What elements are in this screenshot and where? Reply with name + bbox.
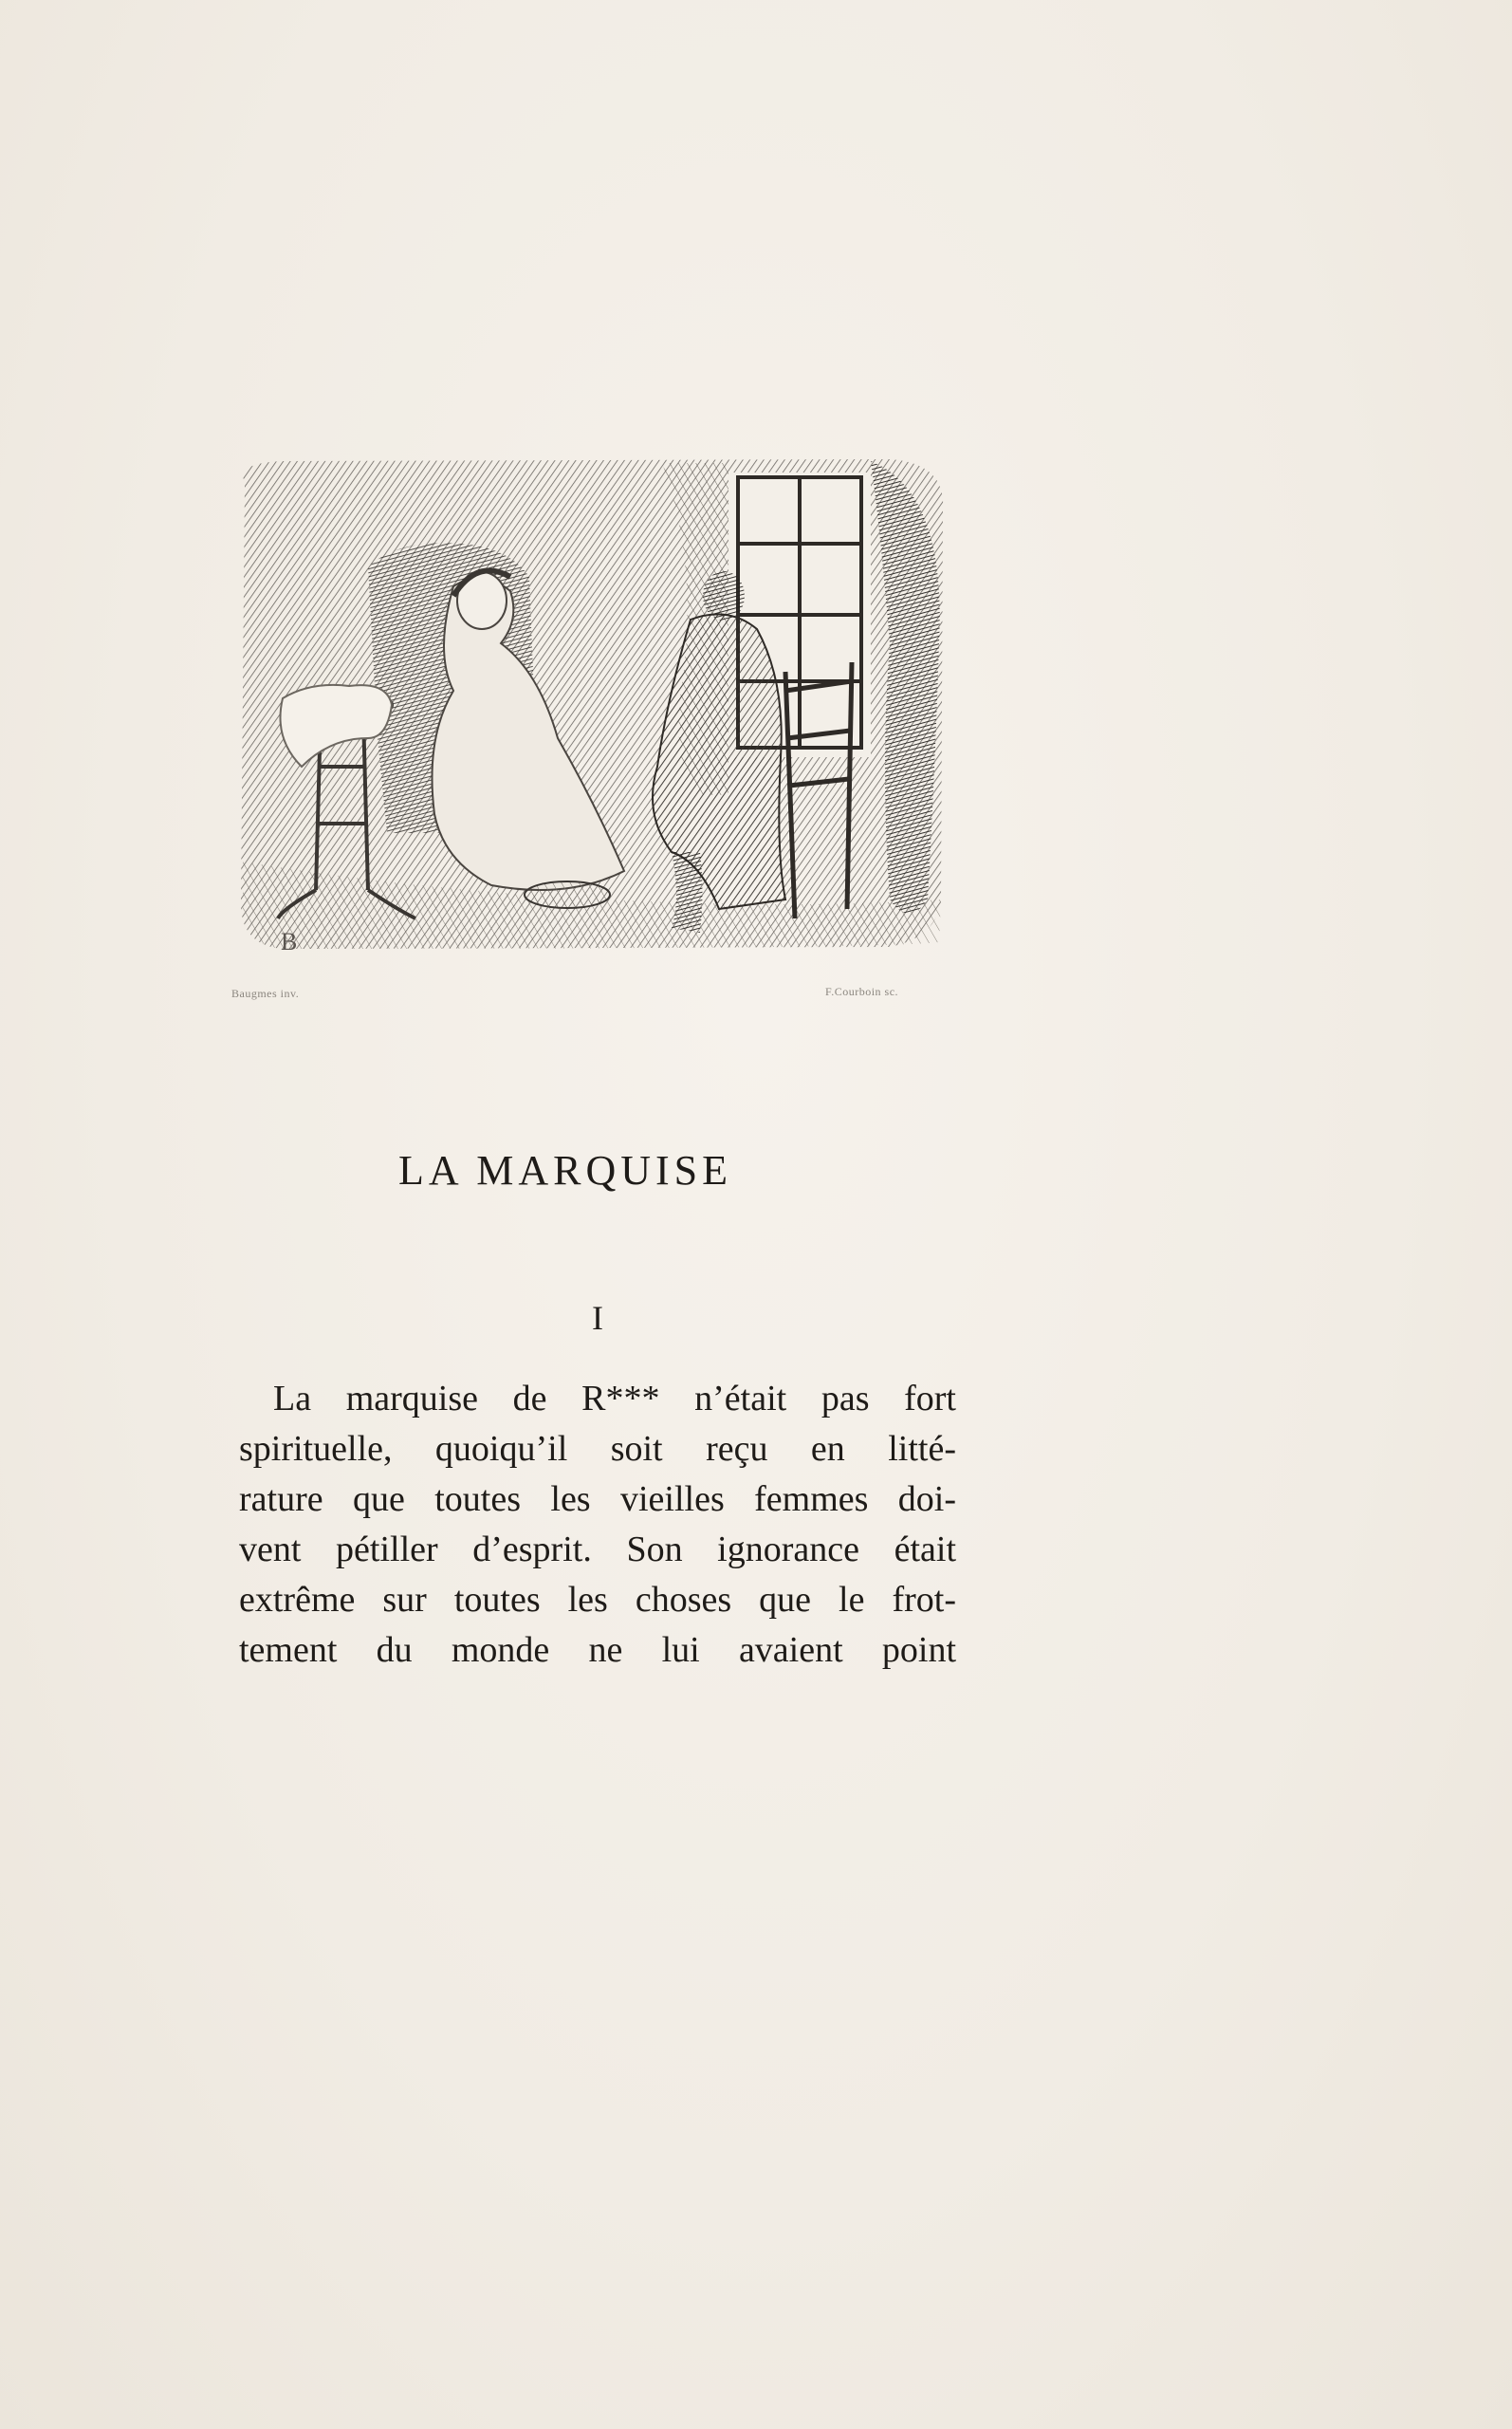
text-line: spirituelle, quoiqu’il soit reçu en litté-: [239, 1429, 956, 1469]
text-line: rature que toutes les vieilles femmes doi-: [239, 1479, 956, 1519]
chapter-number: I: [592, 1299, 603, 1337]
engraving-illustration: [226, 454, 950, 966]
chapter-title: LA MARQUISE: [398, 1147, 733, 1194]
engraver-credit: F.Courboin sc.: [825, 985, 899, 998]
illustrator-credit: Baugmes inv.: [231, 987, 300, 1000]
text-line: vent pétiller d’esprit. Son ignorance était: [239, 1530, 956, 1569]
text-line: La marquise de R*** n’était pas fort: [273, 1379, 956, 1418]
text-line: extrême sur toutes les choses que le frot-: [239, 1580, 956, 1620]
body-text: [239, 1374, 956, 1676]
text-line: tement du monde ne lui avaient point: [239, 1630, 956, 1670]
artist-monogram: B: [281, 928, 298, 955]
